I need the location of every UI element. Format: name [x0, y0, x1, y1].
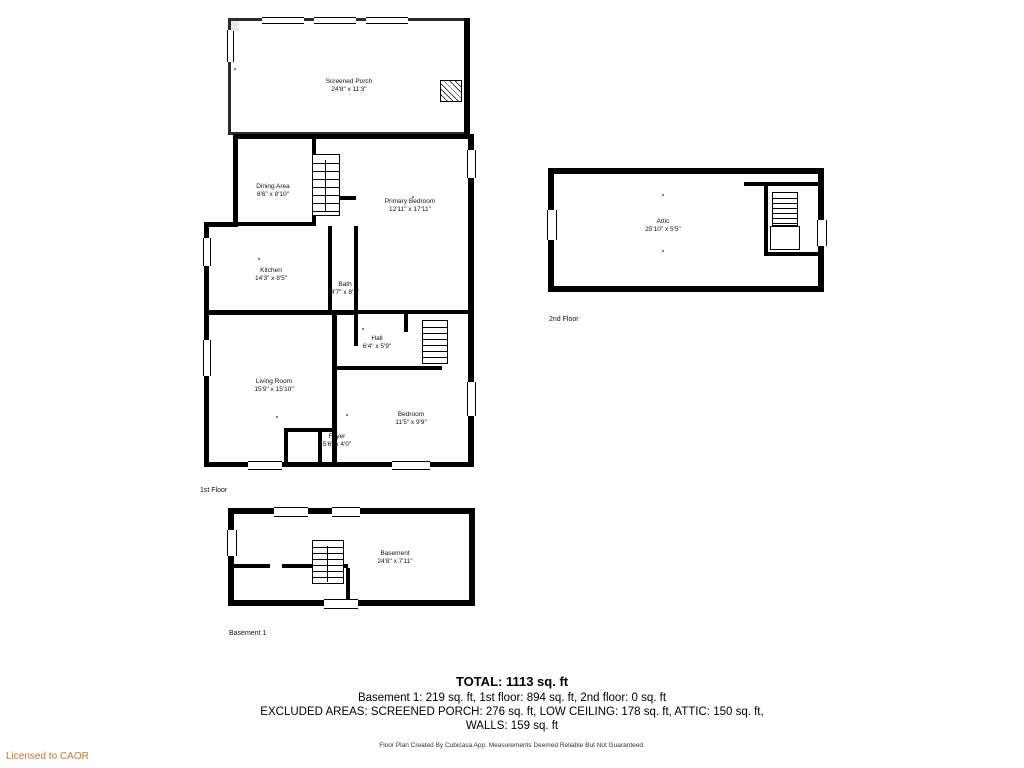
room-name: Bath: [338, 281, 352, 288]
marker-bedroom: [346, 414, 348, 416]
room-name: Screened Porch: [325, 78, 373, 85]
house-wall-right: [468, 134, 474, 467]
room-name: Attic: [656, 218, 670, 225]
room-label-bath: [324, 281, 366, 297]
room-name: Living Room: [255, 378, 293, 385]
summary-excluded: EXCLUDED AREAS: SCREENED PORCH: 276 sq. ft, LOW CEILING: 178 sq. ft, ATTIC: 150 sq. ft,: [260, 706, 764, 718]
basement-wall-left: [228, 508, 234, 606]
stairs-first-to-second: [312, 154, 340, 216]
attic-stair-wall-bottom: [764, 252, 818, 256]
second-floor-plan: [548, 168, 828, 294]
room-label-kitchen: [232, 267, 310, 283]
room-name: Foyer: [328, 433, 346, 440]
attic-stair-landing: [770, 226, 800, 250]
porch-hatch-detail: [440, 80, 462, 102]
wall-primary-bottom: [354, 310, 470, 314]
room-name: Primary Bedroom: [384, 198, 436, 205]
porch-marker-dot: [234, 68, 236, 70]
basement-stairs: [312, 540, 344, 584]
wall-closet-stub-2: [404, 314, 408, 332]
marker-hall: [362, 328, 364, 330]
marker-kitchen: [258, 258, 260, 260]
room-dims: 12'11" x 17'11": [389, 206, 431, 214]
attic-window-left: [547, 210, 557, 240]
house-wall-top: [233, 134, 470, 139]
room-label-bedroom: [372, 411, 450, 427]
summary-total: TOTAL: 1113 sq. ft: [455, 674, 569, 689]
room-dims: 24'8" x 11'3": [331, 86, 367, 94]
first-floor-plan: [196, 10, 486, 480]
basement-window-left: [227, 530, 237, 556]
room-label-primary-bedroom: [366, 198, 454, 214]
stairs-to-basement: [422, 320, 448, 364]
window-bottom-living: [248, 461, 282, 470]
stairs-direction-arrow: [325, 160, 326, 212]
window-bottom-bedroom: [392, 461, 430, 470]
house-wall-left-upper: [233, 134, 238, 224]
attic-window-right: [817, 220, 827, 246]
wall-hall-bottom: [332, 366, 442, 370]
room-label-basement: [354, 550, 436, 566]
basement-window-top-2: [332, 507, 360, 517]
room-dims: 5'6" x 4'0": [322, 441, 352, 449]
room-label-foyer: [308, 433, 366, 449]
room-dims: 14'3" x 8'5": [254, 275, 288, 283]
room-name: Bedroom: [397, 411, 425, 418]
attic-wall-top: [548, 168, 824, 174]
room-label-living-room: [232, 378, 316, 394]
room-dims: 8'6" x 8'10": [256, 191, 290, 199]
room-name: Kitchen: [260, 267, 282, 274]
attic-marker-top: [662, 194, 664, 196]
attic-stairs: [772, 192, 798, 226]
marker-living: [276, 416, 278, 418]
room-name: Dining Area: [256, 183, 290, 190]
room-label-attic: [628, 218, 698, 234]
room-dims: 4'7" x 8'1": [330, 289, 360, 297]
window-left-kitchen: [203, 238, 211, 266]
caption-basement: Basement 1: [229, 630, 267, 637]
summary-block: [0, 674, 1024, 732]
wall-kitchen-bath: [328, 226, 332, 312]
window-right-bedroom: [467, 382, 476, 416]
basement-window-top-1: [274, 507, 308, 517]
attic-stair-wall-left: [764, 186, 768, 256]
caption-first-floor: 1st Floor: [200, 487, 228, 494]
basement-plan: [228, 508, 480, 608]
basement-window-bottom: [324, 599, 358, 609]
basement-stub-left: [234, 564, 270, 568]
room-label-dining-area: [234, 183, 312, 199]
window-right-primary: [467, 150, 476, 178]
basement-wall-right: [469, 508, 475, 606]
porch-window-top-2: [314, 17, 356, 24]
room-dims: 15'9" x 15'10": [254, 386, 294, 394]
wall-foyer-top: [284, 428, 336, 432]
basement-stairs-arrow: [327, 546, 328, 582]
room-dims: 11'5" x 9'9": [395, 419, 427, 427]
disclaimer-text: Floor Plan Created By Cubicasa App. Measurements Deemed Reliable But Not Guaranteed.: [379, 742, 645, 749]
room-dims: 24'8" x 7'11": [377, 558, 413, 566]
porch-window-left: [227, 30, 234, 62]
porch-wall-right: [464, 18, 470, 138]
attic-stair-wall-top: [744, 182, 818, 186]
basement-stub-vert: [346, 568, 350, 600]
porch-corner-shade: [231, 21, 239, 31]
house-wall-bottom: [204, 462, 474, 467]
room-name: Basement: [380, 550, 410, 557]
room-dims: 25'10" x 5'5": [645, 226, 681, 234]
room-dims: 6'4" x 5'9": [362, 343, 392, 351]
wall-dining-bottom: [233, 222, 316, 226]
license-watermark: Licensed to CAOR: [6, 751, 89, 762]
room-label-screened-porch: [284, 78, 414, 94]
attic-marker-bottom: [662, 250, 664, 252]
caption-second-floor: 2nd Floor: [549, 316, 579, 323]
porch-window-top-1: [262, 17, 304, 24]
porch-window-top-3: [366, 17, 408, 24]
room-label-hall: [356, 335, 398, 351]
wall-foyer-left: [284, 428, 288, 466]
attic-wall-bottom: [548, 286, 824, 292]
summary-breakdown: Basement 1: 219 sq. ft, 1st floor: 894 sq. ft, 2nd floor: 0 sq. ft: [357, 692, 667, 704]
summary-walls: WALLS: 159 sq. ft: [465, 720, 559, 732]
window-left-living: [203, 340, 211, 376]
room-name: Hall: [371, 335, 383, 342]
